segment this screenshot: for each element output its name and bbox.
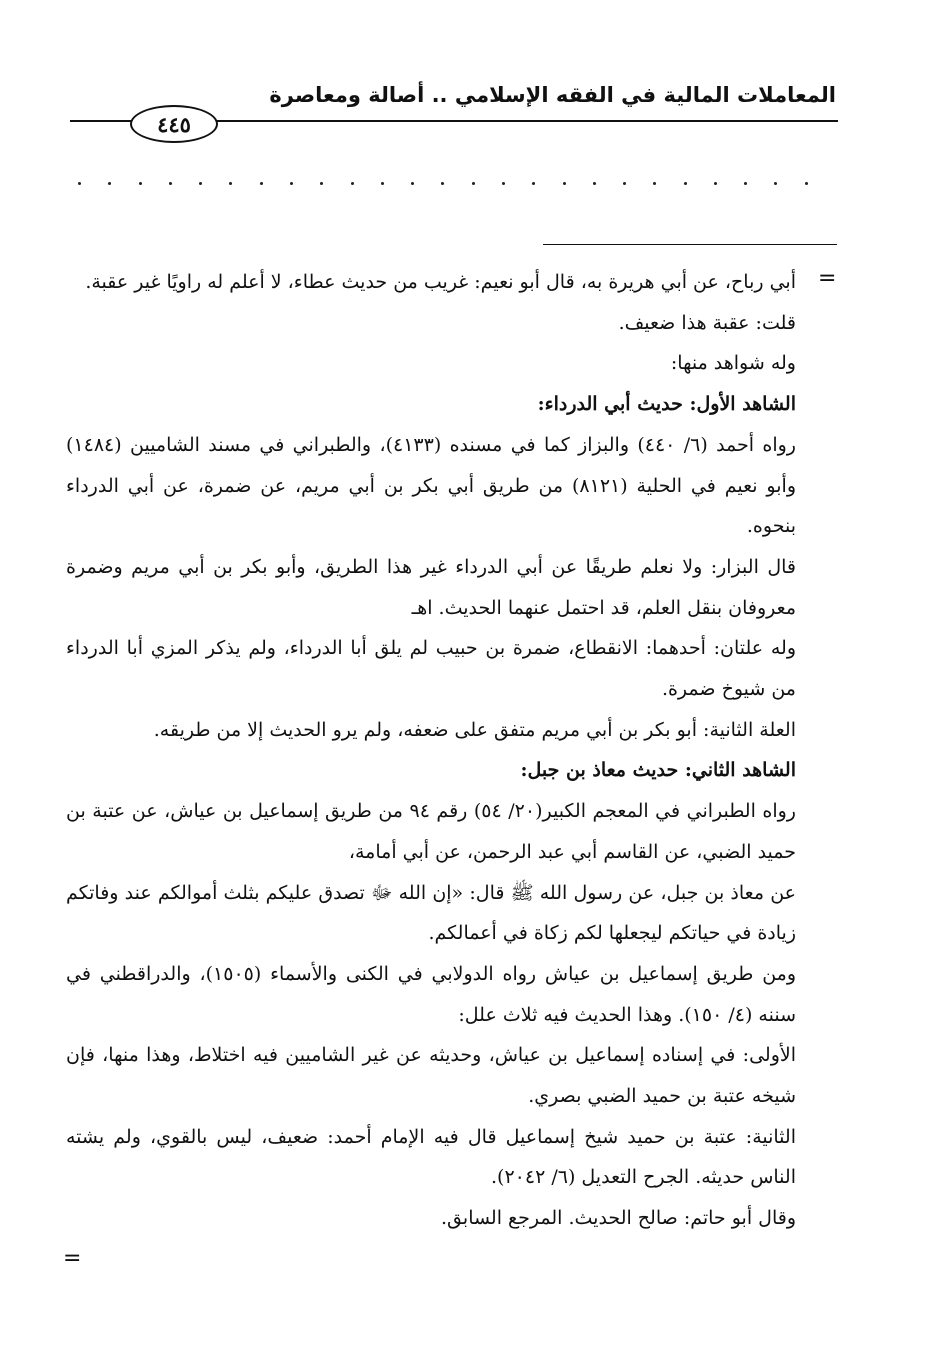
section-heading: الشاهد الأول: حديث أبي الدرداء: bbox=[537, 393, 796, 416]
dot bbox=[78, 182, 81, 185]
page-number: ٤٤٥ bbox=[130, 105, 218, 143]
paragraph: وقال أبو حاتم: صالح الحديث. المرجع السابق. bbox=[441, 1207, 796, 1230]
dot bbox=[199, 182, 202, 185]
footnote-rule bbox=[543, 244, 837, 245]
continuation-mark: = bbox=[818, 266, 837, 291]
footnote-text bbox=[66, 262, 796, 1239]
running-title: المعاملات المالية في الفقه الإسلامي .. أصالة ومعاصرة bbox=[269, 83, 836, 107]
dot bbox=[653, 182, 656, 185]
dot bbox=[744, 182, 747, 185]
paragraph: رواه أحمد (٦/ ٤٤٠) والبزاز كما في مسنده (٤١٣٣)، والطبراني في مسند الشاميين (١٤٨٤) وأبو نعيم في الحلية (٨١٢١) من طريق أبي بكر بن أبي مريم، عن ضمرة، عن أبي الدرداء بنحوه. bbox=[66, 433, 796, 538]
paragraph: أبي رباح، عن أبي هريرة به، قال أبو نعيم: غريب من حديث عطاء، لا أعلم له راويًا غير عقبة. bbox=[85, 271, 796, 293]
dot bbox=[472, 182, 475, 185]
dot bbox=[593, 182, 596, 185]
paragraph: قال البزار: ولا نعلم طريقًا عن أبي الدرداء غير هذا الطريق، وأبو بكر بن أبي مريم وضمرة معروفان بنقل العلم، قد احتمل عنهما الحديث. اهـ bbox=[66, 555, 796, 619]
paragraph: عن معاذ بن جبل، عن رسول الله ﷺ قال: «إن الله ﷻ تصدق عليكم بثلث أموالكم عند وفاتكم زيادة في حياتكم ليجعلها لكم زكاة في أعمالكم. bbox=[66, 881, 796, 945]
dot bbox=[290, 182, 293, 185]
dot bbox=[805, 182, 808, 185]
dot bbox=[714, 182, 717, 185]
dot bbox=[169, 182, 172, 185]
dot bbox=[229, 182, 232, 185]
dot bbox=[563, 182, 566, 185]
paragraph: الثانية: عتبة بن حميد شيخ إسماعيل قال فيه الإمام أحمد: ضعيف، ليس بالقوي، ولم يشته الناس حديثه. الجرح التعديل (٦/ ٢٠٤٢). bbox=[66, 1125, 796, 1189]
section-heading: الشاهد الثاني: حديث معاذ بن جبل: bbox=[520, 759, 796, 782]
dot bbox=[320, 182, 323, 185]
dot bbox=[502, 182, 505, 185]
dot bbox=[532, 182, 535, 185]
paragraph: قلت: عقبة هذا ضعيف. bbox=[618, 311, 796, 334]
dot bbox=[411, 182, 414, 185]
paragraph: الأولى: في إسناده إسماعيل بن عياش، وحديثه عن غير الشاميين فيه اختلاط، وهذا منها، فإن شيخه عتبة بن حميد الضبي بصري. bbox=[66, 1044, 796, 1108]
paragraph: وله شواهد منها: bbox=[670, 352, 796, 375]
dot bbox=[684, 182, 687, 185]
end-mark: = bbox=[63, 1246, 82, 1271]
paragraph: وله علتان: أحدهما: الانقطاع، ضمرة بن حبيب لم يلق أبا الدرداء، ولم يذكر المزي أبا الدرداء من شيوخ ضمرة. bbox=[66, 637, 796, 701]
separator-dots bbox=[78, 182, 808, 185]
paragraph: ومن طريق إسماعيل بن عياش رواه الدولابي في الكنى والأسماء (١٥٠٥)، والدراقطني في سننه (٤/ ١٥٠). وهذا الحديث فيه ثلاث علل: bbox=[66, 962, 797, 1026]
paragraph: العلة الثانية: أبو بكر بن أبي مريم متفق على ضعفه، ولم يرو الحديث إلا من طريقه. bbox=[153, 718, 796, 741]
paragraph: رواه الطبراني في المعجم الكبير(٢٠/ ٥٤) رقم ٩٤ من طريق إسماعيل بن عياش، عن عتبة بن حميد الضبي، عن القاسم أبي عبد الرحمن، عن أبي أمامة، bbox=[66, 800, 796, 863]
dot bbox=[623, 182, 626, 185]
dot bbox=[108, 182, 111, 185]
dot bbox=[260, 182, 263, 185]
dot bbox=[381, 182, 384, 185]
dot bbox=[139, 182, 142, 185]
dot bbox=[441, 182, 444, 185]
dot bbox=[774, 182, 777, 185]
dot bbox=[351, 182, 354, 185]
